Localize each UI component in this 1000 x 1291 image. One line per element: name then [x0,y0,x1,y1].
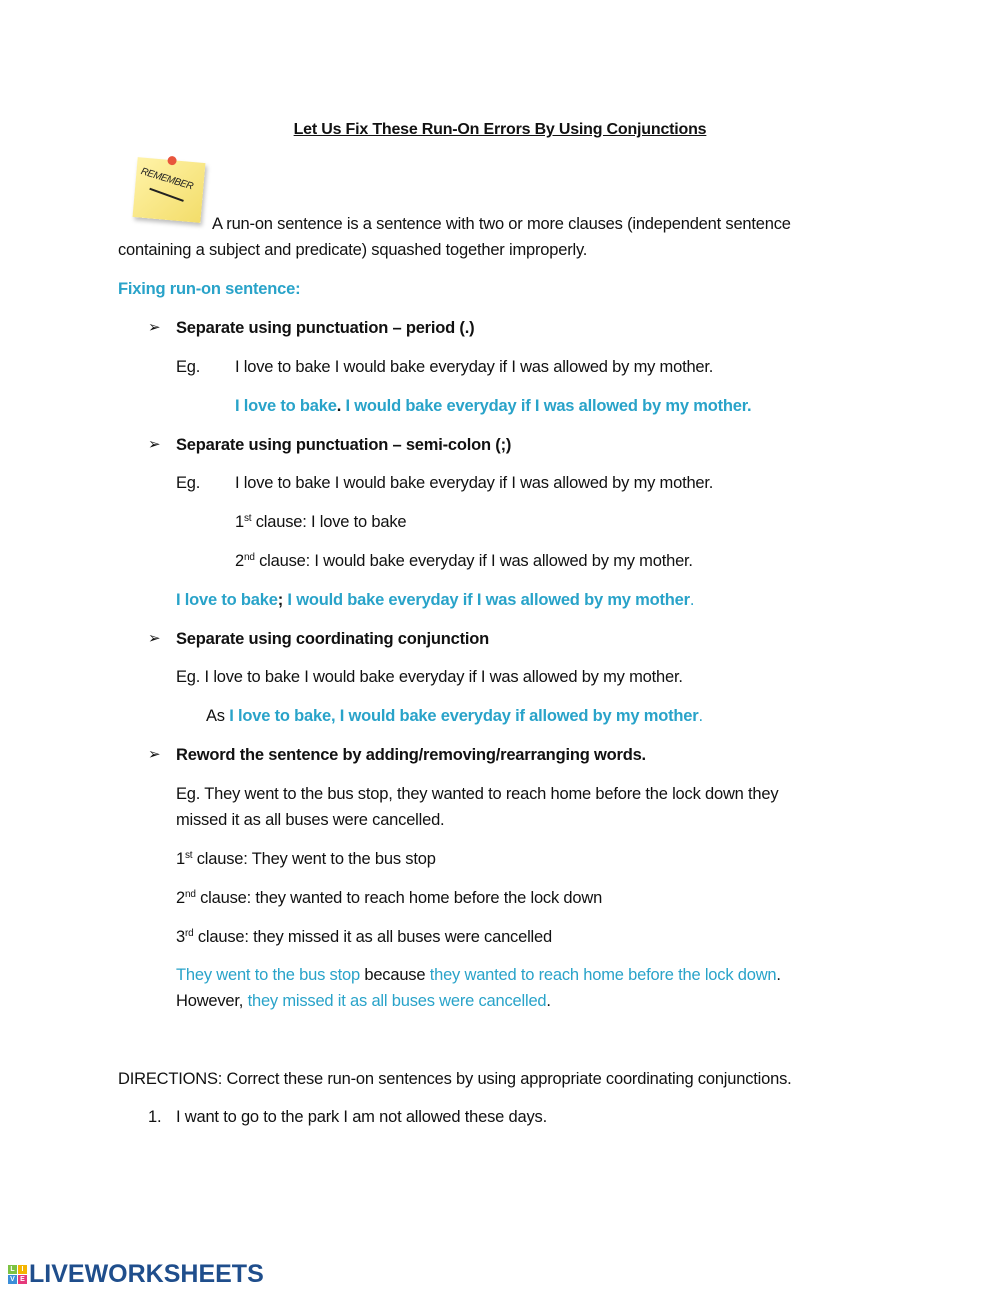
arrow-bullet-icon: ➢ [148,746,161,763]
answer-separator: . [336,397,342,415]
example-line-1: Eg. They went to the bus stop, they wanted to reach home before the lock down they [176,785,779,803]
fixing-heading: Fixing run-on sentence: [118,280,301,298]
logo-letter: E [18,1275,27,1284]
answer-part: I love to bake, I would bake everyday if allowed by my mother [229,707,699,725]
ordinal-suffix: st [184,850,193,861]
answer-part: I love to bake [235,397,337,415]
answer-period [235,393,751,419]
section-heading-reword: Reword the sentence by adding/removing/rearranging words. [176,746,646,764]
answer-separator: ; [277,591,284,609]
logo-grid-icon [8,1265,27,1284]
clause-number: 3 [176,928,185,946]
arrow-icon [149,188,184,202]
ordinal-suffix: nd [243,552,255,563]
answer-end: . [689,591,695,609]
clause-1 [235,509,406,535]
eg-label: Eg. [176,474,201,492]
answer-connector: However, [176,992,248,1010]
example-sentence: I love to bake I would bake everyday if I was allowed by my mother. [235,358,714,376]
clause-number: 2 [235,552,244,570]
answer-part: they wanted to reach home before the lock down [429,966,777,984]
directions: DIRECTIONS: Correct these run-on sentences by using appropriate coordinating conjunctions. [118,1070,792,1088]
answer-prefix: As [206,707,230,725]
answer-part: They went to the bus stop [176,966,360,984]
eg-label: Eg. [176,358,201,376]
answer-part: I love to bake [176,591,278,609]
intro-line-2: containing a subject and predicate) squashed together improperly. [118,241,588,259]
example-line-2: missed it as all buses were cancelled. [176,811,445,829]
section-heading-period: Separate using punctuation – period (.) [176,319,475,337]
section-heading-semicolon: Separate using punctuation – semi-colon (;) [176,436,512,454]
answer-end: . [776,966,781,984]
clause-text: clause: they missed it as all buses were cancelled [193,928,552,946]
clause-text: clause: I would bake everyday if I was allowed by my mother. [254,552,693,570]
logo-letter: V [8,1275,17,1284]
page-title: Let Us Fix These Run-On Errors By Using Conjunctions [293,121,707,138]
arrow-bullet-icon: ➢ [148,630,161,647]
remember-sticky-note-icon [133,157,206,223]
ordinal-suffix: rd [184,928,194,939]
logo-letter: I [18,1265,27,1274]
clause-3 [176,924,552,950]
exercise-sentence: I want to go to the park I am not allowed these days. [176,1108,547,1126]
arrow-bullet-icon: ➢ [148,436,161,453]
remember-label: REMEMBER [139,166,195,193]
clause-number: 1 [176,850,185,868]
answer-part: I would bake everyday if I was allowed by my mother [283,591,690,609]
pushpin-icon [167,156,177,166]
example-sentence: I love to bake I would bake everyday if I was allowed by my mother. [235,474,714,492]
clause-number: 1 [235,513,244,531]
clause-text: clause: they wanted to reach home before the lock down [195,889,603,907]
logo-text: LIVEWORKSHEETS [29,1260,264,1288]
section-heading-conjunction: Separate using coordinating conjunction [176,630,490,648]
exercise-number: 1. [148,1108,162,1126]
answer-part: they missed it as all buses were cancelled [247,992,547,1010]
clause-1 [176,846,436,872]
answer-connector: because [359,966,430,984]
clause-2 [235,548,693,574]
answer-part: I would bake everyday if I was allowed by my mother. [341,397,752,415]
example-sentence: Eg. I love to bake I would bake everyday if I was allowed by my mother. [176,668,683,686]
answer-conjunction [206,703,703,729]
answer-semicolon [176,587,694,613]
intro-line-1: A run-on sentence is a sentence with two or more clauses (independent sentence [212,215,791,233]
logo-letter: L [8,1265,17,1274]
clause-2 [176,885,602,911]
arrow-bullet-icon: ➢ [148,319,161,336]
ordinal-suffix: st [243,513,252,524]
answer-reword-line-2 [176,988,551,1014]
clause-text: clause: I love to bake [251,513,407,531]
clause-text: clause: They went to the bus stop [192,850,436,868]
answer-end: . [698,707,703,725]
liveworksheets-logo[interactable] [8,1260,264,1289]
answer-reword-line-1 [176,962,781,988]
answer-end: . [546,992,551,1010]
ordinal-suffix: nd [184,889,196,900]
clause-number: 2 [176,889,185,907]
